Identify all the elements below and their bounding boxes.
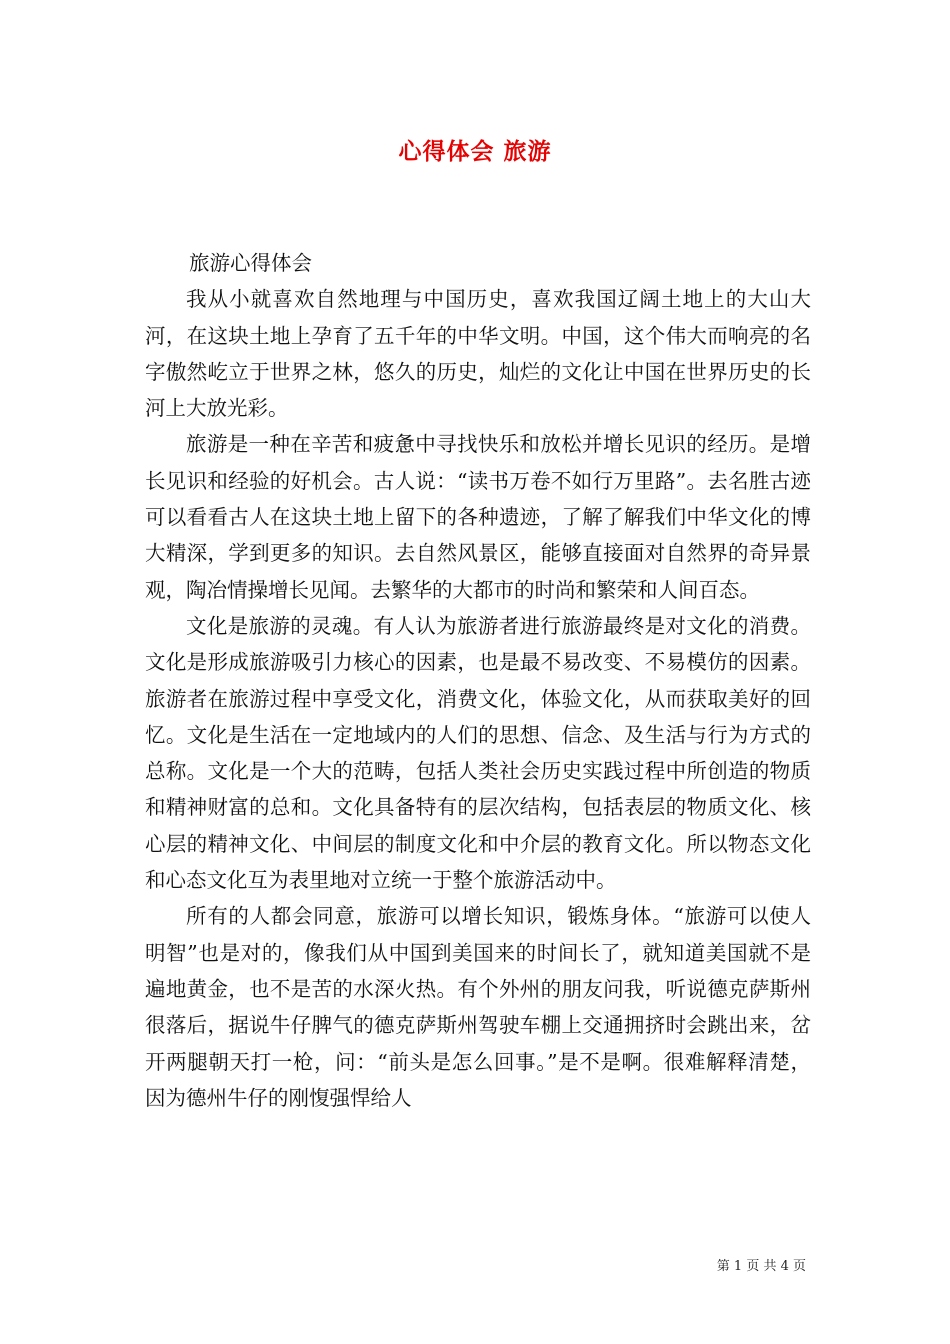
- section-heading: 旅游心得体会: [189, 251, 312, 275]
- paragraph-1: 我从小就喜欢自然地理与中国历史，喜欢我国辽阔土地上的大山大河，在这块土地上孕育了五千年的中华文明。中国，这个伟大而响亮的名字傲然屹立于世界之林，悠久的历史，灿烂的文化让中国在世界历史的长河上大放光彩。: [145, 287, 811, 421]
- page-title: 心得体会 旅游: [398, 138, 552, 165]
- paragraph-3: 文化是旅游的灵魂。有人认为旅游者进行旅游最终是对文化的消费。文化是形成旅游吸引力核心的因素，也是最不易改变、不易模仿的因素。旅游者在旅游过程中享受文化，消费文化，体验文化，从而获取美好的回忆。文化是生活在一定地域内的人们的思想、信念、及生活与行为方式的总称。文化是一个大的范畴，包括人类社会历史实践过程中所创造的物质和精神财富的总和。文化具备特有的层次结构，包括表层的物质文化、核心层的精神文化、中间层的制度文化和中介层的教育文化。所以物态文化和心态文化互为表里地对立统一于整个旅游活动中。: [145, 613, 811, 893]
- document-body: [145, 245, 811, 1116]
- paragraph-4: 所有的人都会同意，旅游可以增长知识，锻炼身体。“旅游可以使人明智”也是对的，像我们从中国到美国来的时间长了，就知道美国就不是遍地黄金，也不是苦的水深火热。有个外州的朋友问我，听说德克萨斯州很落后，据说牛仔脾气的德克萨斯州驾驶车棚上交通拥挤时会跳出来，岔开两腿朝天打一枪，问：“前头是怎么回事。”是不是啊。很难解释清楚，因为德州牛仔的刚愎强悍给人: [145, 904, 811, 1110]
- page-number-footer: 第 1 页 共 4 页: [716, 1259, 806, 1274]
- paragraph-2: 旅游是一种在辛苦和疲惫中寻找快乐和放松并增长见识的经历。是增长见识和经验的好机会。古人说：“读书万卷不如行万里路”。去名胜古迹可以看看古人在这块土地上留下的各种遗迹，了解了解我们中华文化的博大精深，学到更多的知识。去自然风景区，能够直接面对自然界的奇异景观，陶冶情操增长见闻。去繁华的大都市的时尚和繁荣和人间百态。: [145, 432, 811, 602]
